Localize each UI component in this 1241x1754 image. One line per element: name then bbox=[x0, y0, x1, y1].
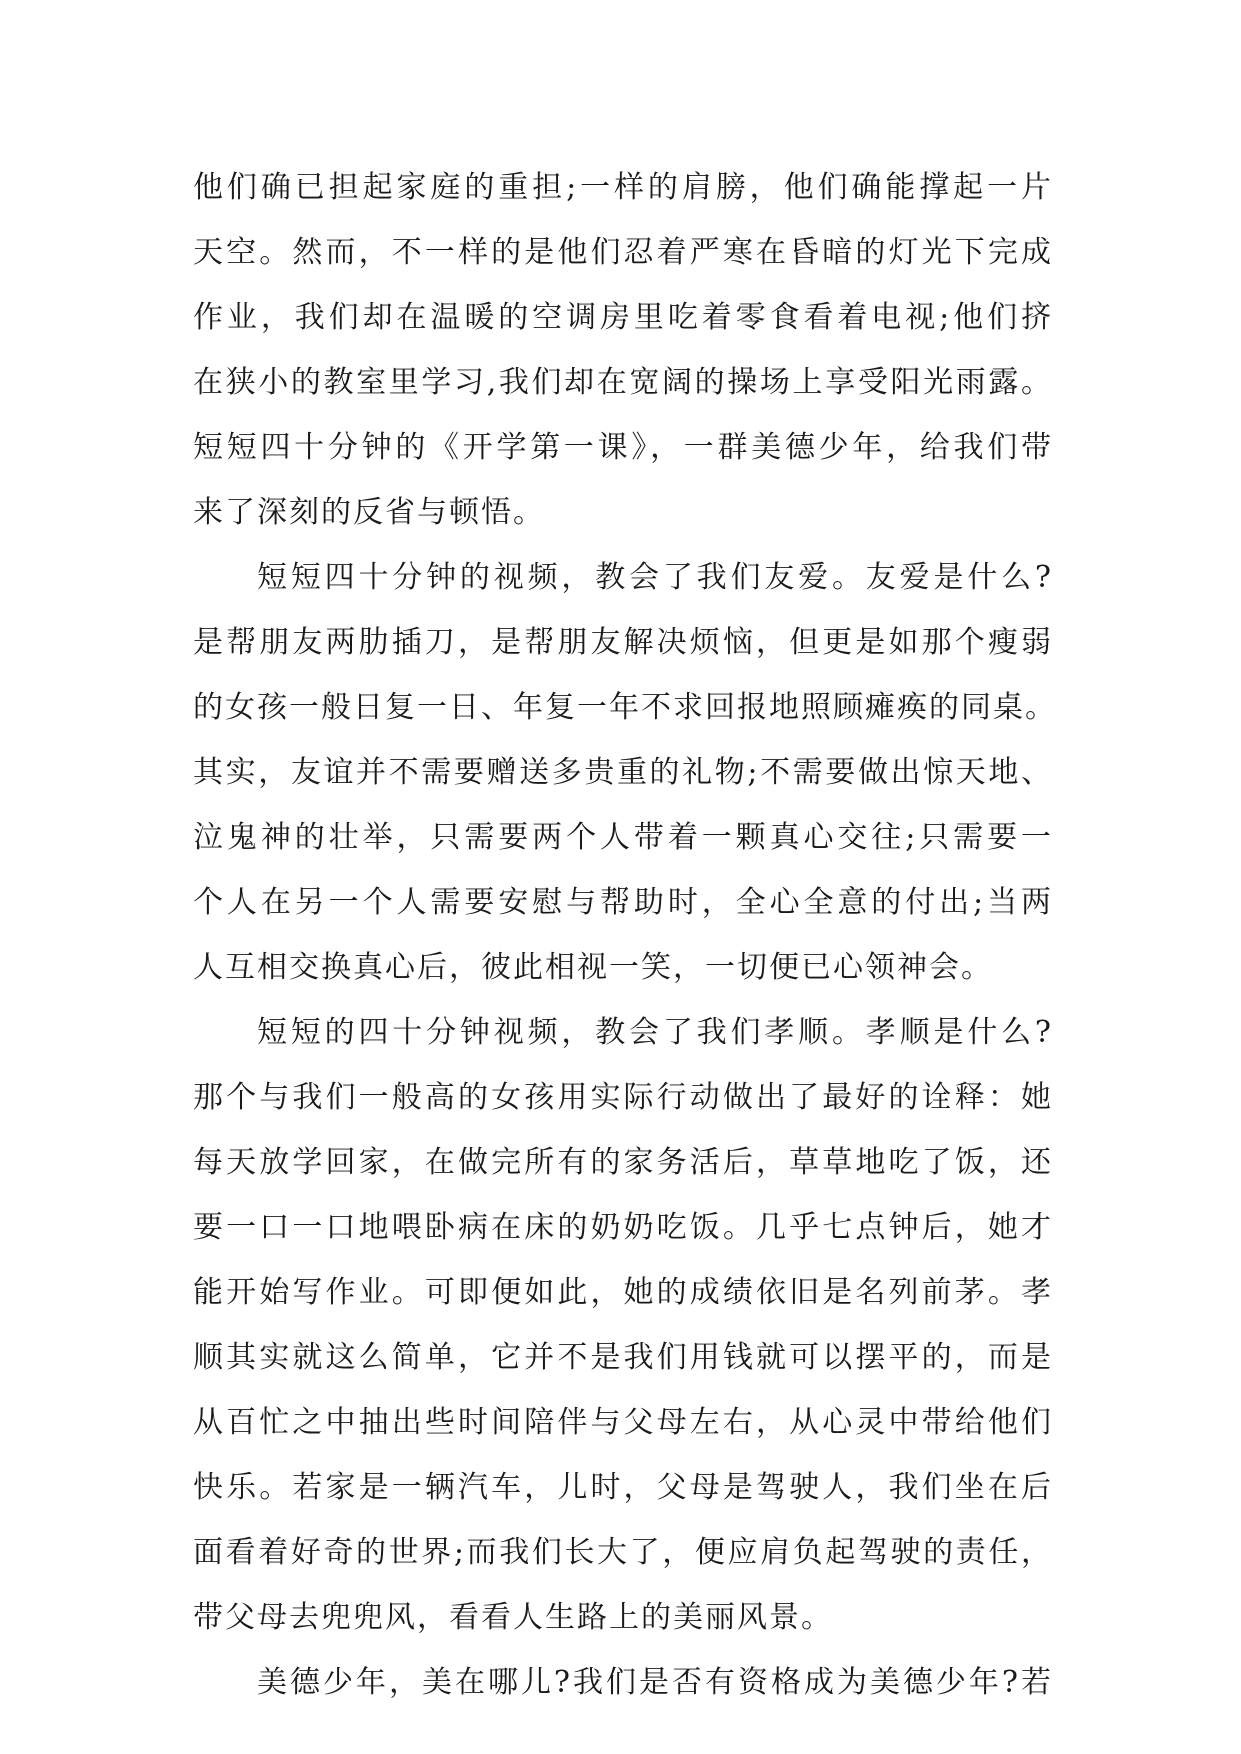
text-line: 其实，友谊并不需要赠送多贵重的礼物;不需要做出惊天地、 bbox=[193, 755, 1053, 790]
text-line: 的女孩一般日复一日、年复一年不求回报地照顾瘫痪的同桌。 bbox=[193, 690, 1057, 725]
text-line: 每天放学回家，在做完所有的家务活后，草草地吃了饭，还 bbox=[193, 1145, 1053, 1180]
text-line: 面看着好奇的世界;而我们长大了，便应肩负起驾驶的责任， bbox=[193, 1535, 1053, 1570]
text-line: 来了深刻的反省与顿悟。 bbox=[193, 495, 545, 530]
text-line: 短短的四十分钟视频，教会了我们孝顺。孝顺是什么? bbox=[257, 1015, 1053, 1050]
text-line: 短短四十分钟的《开学第一课》，一群美德少年，给我们带 bbox=[193, 430, 1053, 465]
text-line: 个人在另一个人需要安慰与帮助时，全心全意的付出;当两 bbox=[193, 885, 1053, 920]
document-body bbox=[193, 155, 1057, 1715]
text-line: 作业，我们却在温暖的空调房里吃着零食看着电视;他们挤 bbox=[193, 300, 1053, 335]
text-line: 天空。然而，不一样的是他们忍着严寒在昏暗的灯光下完成 bbox=[193, 235, 1053, 270]
paragraph-4 bbox=[193, 1650, 1053, 1715]
text-line: 能开始写作业。可即便如此，她的成绩依旧是名列前茅。孝 bbox=[193, 1275, 1053, 1310]
text-line: 快乐。若家是一辆汽车，儿时，父母是驾驶人，我们坐在后 bbox=[193, 1470, 1053, 1505]
text-line: 短短四十分钟的视频，教会了我们友爱。友爱是什么? bbox=[257, 560, 1053, 595]
text-line: 是帮朋友两肋插刀，是帮朋友解决烦恼，但更是如那个瘦弱 bbox=[193, 625, 1053, 660]
text-line: 人互相交换真心后，彼此相视一笑，一切便已心领神会。 bbox=[193, 950, 993, 985]
paragraph-3 bbox=[193, 1000, 1053, 1650]
paragraph-1 bbox=[193, 155, 1053, 545]
paragraph-2 bbox=[193, 545, 1057, 1000]
text-line: 要一口一口地喂卧病在床的奶奶吃饭。几乎七点钟后，她才 bbox=[193, 1210, 1053, 1245]
text-line: 顺其实就这么简单，它并不是我们用钱就可以摆平的，而是 bbox=[193, 1340, 1053, 1375]
text-line: 他们确已担起家庭的重担;一样的肩膀，他们确能撑起一片 bbox=[193, 170, 1053, 205]
text-line: 从百忙之中抽出些时间陪伴与父母左右，从心灵中带给他们 bbox=[193, 1405, 1053, 1440]
text-line: 泣鬼神的壮举，只需要两个人带着一颗真心交往;只需要一 bbox=[193, 820, 1053, 855]
text-line: 带父母去兜兜风，看看人生路上的美丽风景。 bbox=[193, 1600, 833, 1635]
text-line: 美德少年，美在哪儿?我们是否有资格成为美德少年?若 bbox=[257, 1665, 1053, 1700]
text-line: 那个与我们一般高的女孩用实际行动做出了最好的诠释：她 bbox=[193, 1080, 1053, 1115]
text-line: 在狭小的教室里学习,我们却在宽阔的操场上享受阳光雨露。 bbox=[193, 365, 1053, 400]
